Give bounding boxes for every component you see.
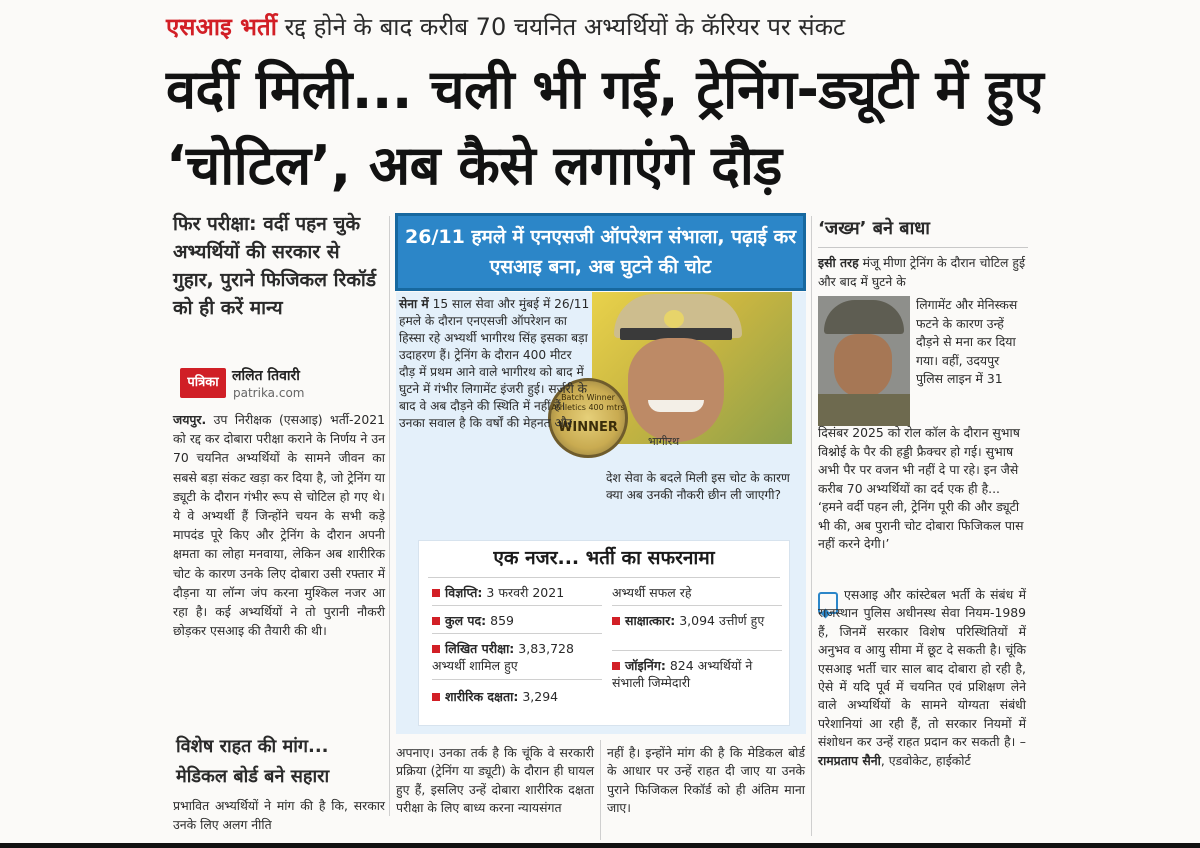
story-text-col1 [399, 296, 591, 524]
fact-value: 824 अभ्यर्थियों ने संभाली जिम्मेदारी [612, 658, 753, 690]
column-divider [600, 740, 601, 840]
right-beside-photo-text: लिगामेंट और मेनिस्कस फटने के कारण उन्हें दौड़ने से मना कर दिया गया। वहीं, उदयपुर पुलिस लाइन में 31 [916, 297, 1018, 386]
quote-role: , एडवोकेट, हाईकोर्ट [880, 752, 971, 768]
fact-value: 3 फरवरी 2021 [482, 585, 565, 600]
smile [648, 400, 704, 412]
strap-line [166, 8, 1066, 46]
story-banner: 26/11 हमले में एनएसजी ऑपरेशन संभाला, पढ़ाई कर एसआइ बना, अब घुटने की चोट [395, 213, 806, 291]
column-divider [389, 216, 390, 816]
website-text: patrika.com [233, 386, 305, 400]
quote-text: एसआइ और कांस्टेबल भर्ती के संबंध में राजस्थान पुलिस अधीनस्थ सेवा नियम-1989 हैं, जिनमें सरकार विशेष परिस्थितियों में अनुभव व आयु सीमा में छूट दे सकती है। चूंकि एसआइ भर्ती चार साल बाद दोबारा हो रही है, ऐसे में यदि पूर्व में चयनित एवं प्रशिक्षण लेने वाले अभ्यर्थियों के सामने योग्यता संबंधी परेशानियां आ रही हैं, तो सरकार नियमों में संशोधन कर उन्हें राहत प्रदान कर सकती है। – [818, 587, 1026, 750]
dateline: जयपुर. [173, 412, 207, 427]
timeline-item [612, 612, 782, 629]
fact-divider [432, 679, 602, 680]
bullet-icon [612, 662, 620, 670]
timeline-item [432, 688, 602, 705]
fact-label: लिखित परीक्षा: [445, 641, 515, 656]
fact-value: 859 [486, 613, 515, 628]
intro-text: मंजू मीणा ट्रेनिंग के दौरान चोटिल हुई और बाद में घुटने के [818, 255, 1026, 289]
medal-winner: WINNER [558, 420, 618, 435]
officer-uniform [818, 394, 910, 426]
left-body-content: उप निरीक्षक (एसआइ) भर्ती-2021 को रद्द कर दोबारा परीक्षा कराने के निर्णय ने उन 70 चयनित अभ्यर्थियों के सामने जीवन का सबसे बड़ा संकट खड़ा कर दिया है, जो ट्रेनिंग या ड्यूटी के दौरान गंभीर रूप से चोटिल हो गए थे। ये वे अभ्यर्थी हैं जिन्होंने चयन के सभी कड़े मापदंड पूरे किए और ट्रेनिंग के दौरान अपनी क्षमता का लोहा मनवाया, लेकिन अब शारीरिक चोट के कारण उनके लिए दोबारा उसी रफ्तार में दौड़ना या लॉन्ग जंप करना मुश्किल नजर आ रहा है। कई अभ्यर्थियों ने तो पुरानी नौकरी छोड़कर एसआइ की तैयारी की थी। [173, 412, 385, 639]
timeline-title: एक नजर... भर्ती का सफरनामा [493, 547, 715, 569]
fact-divider [612, 605, 782, 606]
story-text-col2: देश सेवा के बदले मिली इस चोट के कारण क्या अब उनकी नौकरी छीन ली जाएगी? [606, 471, 790, 502]
fact-divider [432, 605, 602, 606]
relief-subhead: विशेष राहत की मांग... मेडिकल बोर्ड बने सहारा [176, 736, 330, 787]
relief-body-text: प्रभावित अभ्यर्थियों ने मांग की है कि, सरकार उनके लिए अलग नीति [173, 798, 385, 832]
right-intro [818, 254, 1026, 294]
fact-divider [432, 633, 602, 634]
right-subhead-rule [818, 247, 1028, 248]
reporter-name: ललित तिवारी [232, 368, 300, 384]
fact-value: 3,294 [518, 689, 559, 704]
fact-label: विज्ञप्ति: [445, 585, 483, 600]
fact-label: जॉइनिंग: [625, 658, 666, 673]
bullet-icon [432, 693, 440, 701]
right-subhead: ‘जख्म’ बने बाधा [818, 218, 930, 239]
strap-kicker: एसआइ भर्ती [166, 13, 277, 41]
bottom-text-col1: अपनाए। उनका तर्क है कि चूंकि वे सरकारी प्रक्रिया (ट्रेनिंग या ड्यूटी) के दौरान ही घायल हुए हैं, इसलिए उन्हें दोबारा शारीरिक दक्षता परीक्षा के लिए बाध्य करना न्यायसंगत [396, 745, 594, 816]
fact-divider [612, 650, 782, 651]
bottom-border [0, 843, 1200, 848]
timeline-item [432, 640, 602, 674]
strap-text: रद्द होने के बाद करीब 70 चयनित अभ्यर्थियों के कॅरियर पर संकट [276, 13, 846, 41]
cap-badge-icon [664, 310, 684, 328]
fact-label: साक्षात्कार: [625, 613, 676, 628]
timeline-item [612, 657, 782, 691]
face [628, 338, 724, 442]
bullet-icon [612, 617, 620, 625]
bottom-text-col2: नहीं है। इन्होंने मांग की है कि मेडिकल बोर्ड के आधार पर उन्हें राहत दी जाए या उनके पुराने फिजिकल रिकॉर्ड को ही अंतिम माना जाए। [607, 745, 805, 816]
story-col1-content: 15 साल सेवा और मुंबई में 26/11 हमले के दौरान एनएसजी ऑपरेशन का हिस्सा रहे अभ्यर्थी भागीरथ सिंह इसका बड़ा उदाहरण हैं। ट्रेनिंग के दौरान 400 मीटर दौड़ में प्रथम आने वाले भागीरथ को बाद में घुटने में गंभीर लिगामेंट इंजरी हुई। सर्जरी के बाद वे अब दौड़ने की स्थिति में नहीं हैं। उनका सवाल है कि वर्षों की मेहनत और [399, 297, 590, 430]
fact-value: 3,83,728 अभ्यर्थी शामिल हुए [432, 641, 574, 673]
story-lead: सेना में [399, 297, 429, 311]
advocate-quote [818, 586, 1026, 838]
fact-value: 3,094 उत्तीर्ण हुए [675, 613, 765, 628]
fact-label: शारीरिक दक्षता: [445, 689, 519, 704]
intro-lead: इसी तरह [818, 255, 859, 270]
left-subhead: फिर परीक्षा: वर्दी पहन चुके अभ्यर्थियों की सरकार से गुहार, पुराने फिजिकल रिकॉर्ड को ही करें मान्य [173, 213, 377, 319]
medal-inscription: Batch Winner Athletics 400 mtrs [551, 393, 625, 412]
photo-caption: भागीरथ [648, 435, 680, 448]
fact-label: कुल पद: [445, 613, 487, 628]
timeline-item [432, 612, 602, 629]
right-body-text: दिसंबर 2025 को रोल कॉल के दौरान सुभाष विश्नोई के पैर की हड्डी फ्रैक्चर हो गई। सुभाष अभी पैर पर वजन भी नहीं दे पा रहे। इन जैसे करीब 70 अभ्यर्थियों का दर्द एक ही है... ‘हमने वर्दी पहन ली, ट्रेनिंग पूरी की और ड्यूटी भी की, अब पुरानी चोट दोबारा फिजिकल पास नहीं करने देगी।’ [818, 425, 1024, 551]
quote-author: रामप्रताप सैनी [818, 752, 881, 768]
bullet-icon [432, 645, 440, 653]
timeline-item-continued: अभ्यर्थी सफल रहे [612, 585, 692, 600]
bullet-icon [432, 617, 440, 625]
bullet-icon [432, 589, 440, 597]
column-divider [811, 216, 812, 836]
main-headline: वर्दी मिली... चली भी गई, ट्रेनिंग-ड्यूटी में हुए ‘चोटिल’, अब कैसे लगाएंगे दौड़ [166, 58, 1044, 197]
timeline-item [432, 584, 602, 601]
left-body-text [173, 410, 385, 720]
officer-face [834, 334, 892, 398]
timeline-title-rule [428, 577, 780, 578]
patrika-logo: पत्रिका [180, 368, 226, 398]
